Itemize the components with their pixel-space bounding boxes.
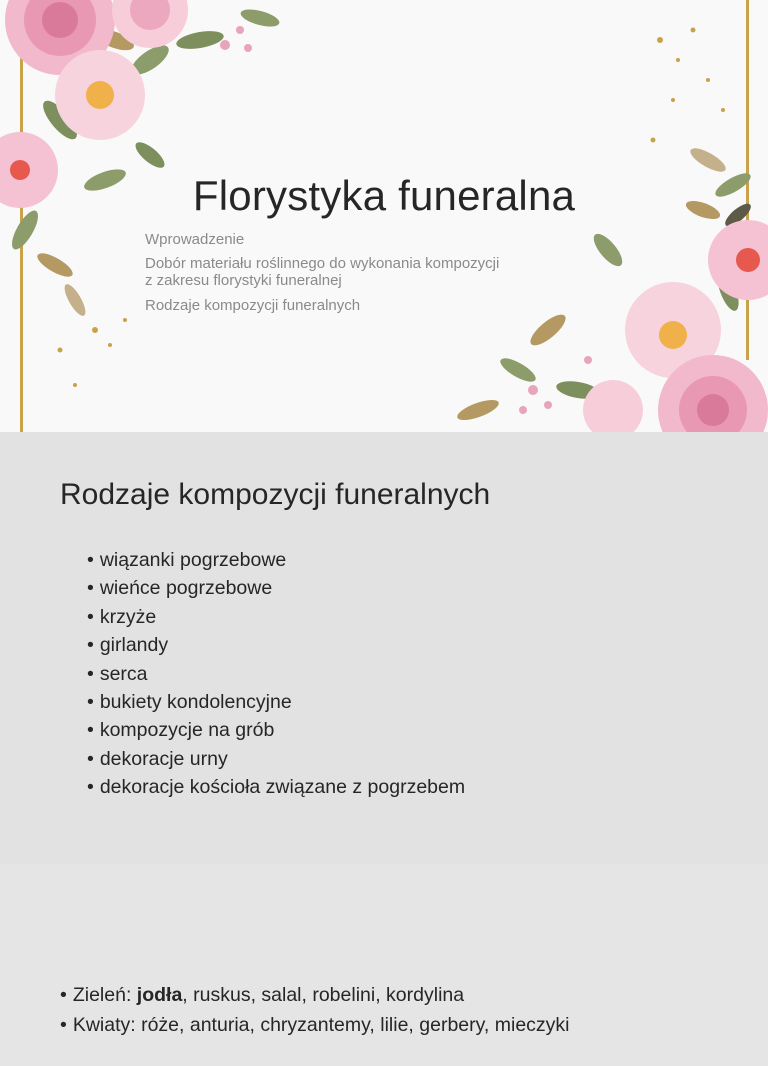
list-item: • dekoracje urny [87,745,465,773]
agenda-item-material-line1: Dobór materiału roślinnego do wykonania kompozycji [145,255,500,272]
slide-heading: Rodzaje kompozycji funeralnych [60,478,491,511]
list-item: • girlandy [87,631,465,659]
list-item: • serca [87,660,465,688]
agenda-item-composition-types: Rodzaje kompozycji funeralnych [145,297,361,314]
list-item: • bukiety kondolencyjne [87,688,465,716]
greenery-bold: jodła [136,984,183,1006]
plant-material-slide [0,866,768,1066]
list-item: • krzyże [87,603,465,631]
flowers-line: • Kwiaty: róże, anturia, chryzantemy, lilie, gerbery, mieczyki [60,1014,570,1037]
title-slide [0,0,768,432]
list-item: • wieńce pogrzebowe [87,574,465,602]
agenda-item-material-line2: z zakresu florystyki funeralnej [145,272,342,289]
slide-title: Florystyka funeralna [192,172,576,219]
greenery-line [60,984,464,1007]
composition-types-slide [0,432,768,864]
list-item: • kompozycje na grób [87,716,465,744]
greenery-prefix: Zieleń: [72,984,137,1006]
list-item: • wiązanki pogrzebowe [87,546,465,574]
agenda-item-introduction: Wprowadzenie [145,231,245,248]
composition-type-list [87,546,465,802]
list-item: • dekoracje kościoła związane z pogrzebem [87,773,465,801]
greenery-rest: , ruskus, salal, robelini, kordylina [182,984,465,1006]
